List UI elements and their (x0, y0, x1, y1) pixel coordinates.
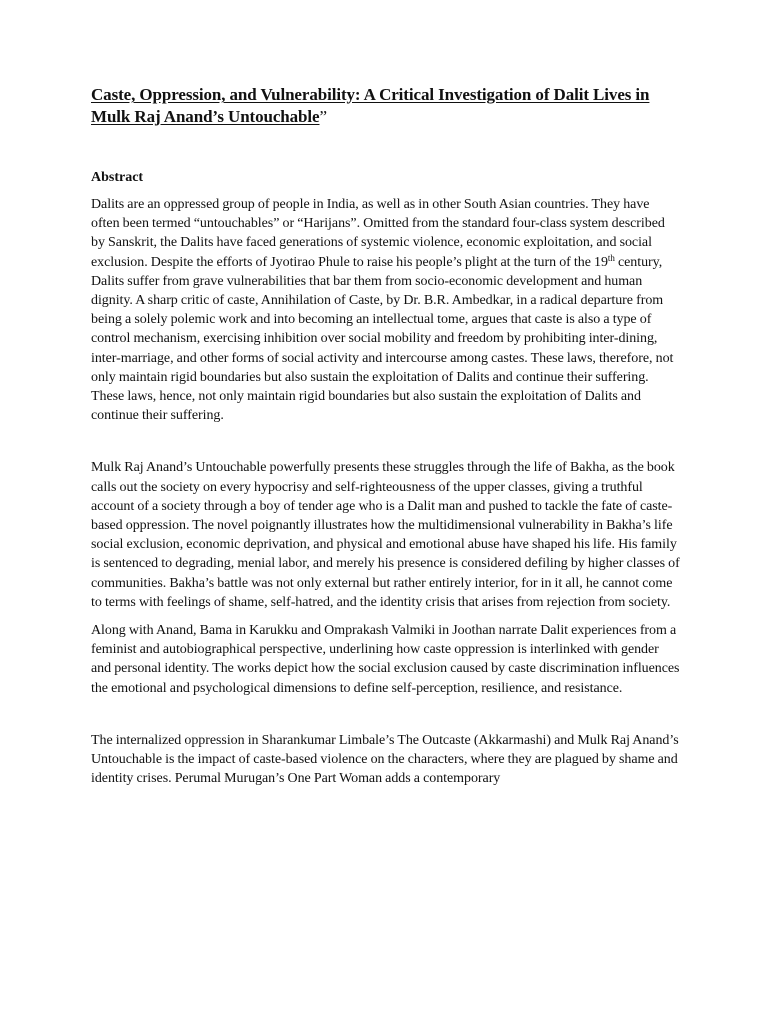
abstract-heading: Abstract (91, 170, 144, 185)
paper-title (91, 84, 680, 128)
paragraph-spacer (91, 698, 680, 731)
body-paragraph-bama-valmiki: Along with Anand, Bama in Karukku and Omprakash Valmiki in Joothan narrate Dalit experiences from a feminist and autobiographical perspective, underlining how caste oppression is interlinked with gender and personal identity. The works depict how the social exclusion caused by caste discrimination influences the emotional and psychological dimensions to define self-perception, resilience, and resistance. (91, 623, 680, 696)
body-paragraph-untouchable: Mulk Raj Anand’s Untouchable powerfully presents these struggles through the life of Bakha, as the book calls out the society on every hypocrisy and self-righteousness of the upper classes, giving a truthful account of a society through a boy of tender age who is a Dalit man and pushed to tackle the fate of caste-based oppression. The novel poignantly illustrates how the multidimensional vulnerability in Bakha’s life social exclusion, economic deprivation, and physical and emotional abuse have shaped his life. His family is sentenced to degrading, menial labor, and merely his presence is considered defiling by higher classes of communities. Bakha’s battle was not only external but rather entirely interior, for in it all, he cannot come to terms with feelings of shame, self-hatred, and the identity crisis that arises from rejection from society. (91, 460, 680, 610)
paragraph-spacer (91, 612, 680, 621)
abstract-text-part-2: century, Dalits suffer from grave vulnerabilities that bar them from socio-economic development and human dignity. A sharp critic of caste, Annihilation of Caste, by Dr. B.R. Ambedkar, in a radical departure from being a solely polemic work and into becoming an intellectual tome, argues that caste is also a type of control mechanism, exercising inhibition over social mobility and freedom by prohibiting inter-dining, inter-marriage, and other forms of social activity and intercourse among castes. These laws, therefore, not only maintain rigid boundaries but also sustain the exploitation of Dalits and continue their suffering. These laws, hence, not only maintain rigid boundaries but also sustain the exploitation of Dalits and continue their suffering. (91, 254, 674, 424)
body-paragraph-limbale-murugan: The internalized oppression in Sharankumar Limbale’s The Outcaste (Akkarmashi) and Mulk Raj Anand’s Untouchable is the impact of caste-based violence on the characters, where they are plagued by shame and identity crises. Perumal Murugan’s One Part Woman adds a contemporary (91, 732, 679, 787)
ordinal-superscript: th (607, 252, 615, 263)
paper-title-text: Caste, Oppression, and Vulnerability: A Critical Investigation of Dalit Lives in Mulk Raj Anand’s Untouchable (91, 85, 650, 126)
abstract-paragraph (91, 195, 680, 425)
abstract-text-part-1: Dalits are an oppressed group of people in India, as well as in other South Asian countries. They have often been termed “untouchables” or “Harijans”. Omitted from the standard four-class system described by Sanskrit, the Dalits have faced generations of systemic violence, economic exploitation, and social exclusion. Despite the efforts of Jyotirao Phule to raise his people’s plight at the turn of the 19 (91, 197, 665, 270)
title-trailing-mark: ” (319, 107, 327, 126)
paragraph-spacer (91, 425, 680, 458)
